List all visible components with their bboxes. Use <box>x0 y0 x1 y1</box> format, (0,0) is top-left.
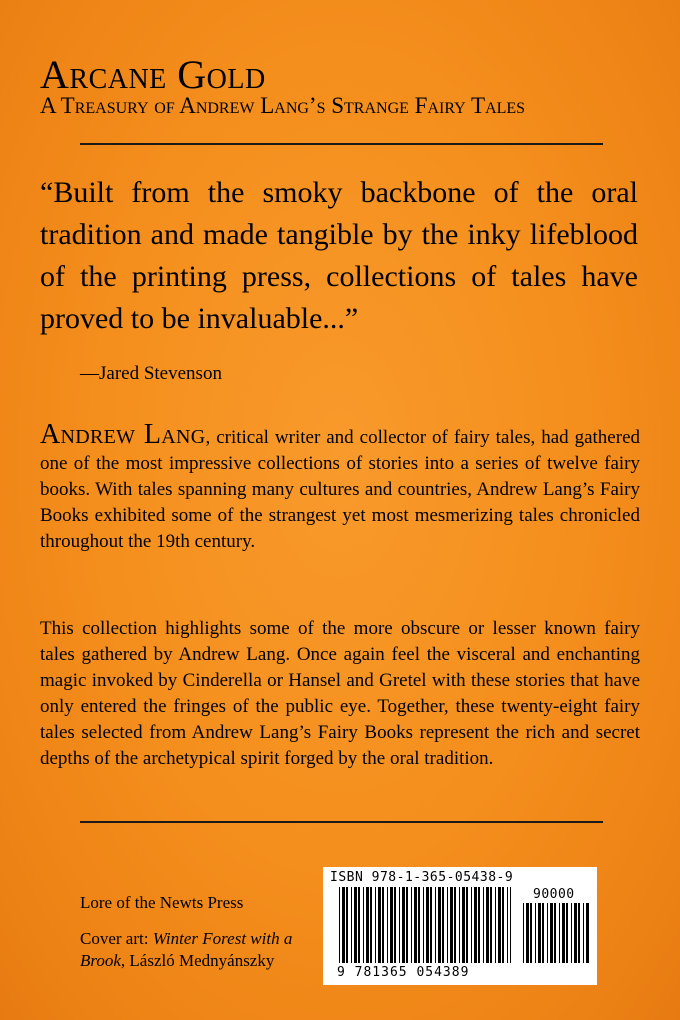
barcode-bar <box>478 887 480 963</box>
barcode-bar <box>411 887 412 963</box>
barcode-bar <box>578 903 580 963</box>
barcode-bar <box>382 887 384 963</box>
barcode-bar <box>351 887 352 963</box>
barcode-bar <box>375 887 376 963</box>
barcode-bar <box>526 903 529 963</box>
book-title: Arcane Gold <box>40 52 266 97</box>
barcode-bar <box>586 903 589 963</box>
barcode-bar <box>370 887 372 963</box>
barcode-bar <box>414 887 417 963</box>
barcode-bar <box>490 887 492 963</box>
barcode-bar <box>471 887 472 963</box>
barcode-bar <box>390 887 393 963</box>
barcode-bar <box>542 903 544 963</box>
barcode-bar <box>571 903 572 963</box>
barcode-bar <box>523 903 524 963</box>
barcode-bar <box>547 903 548 963</box>
barcode-bar <box>486 887 489 963</box>
barcode-bar <box>574 903 577 963</box>
barcode-bar <box>554 903 556 963</box>
barcode-bar <box>430 887 432 963</box>
barcode-bar <box>394 887 396 963</box>
barcode-bar <box>354 887 357 963</box>
barcode-bar <box>566 903 568 963</box>
barcode-bar <box>535 903 536 963</box>
barcode-bar <box>438 887 441 963</box>
cover-art-label: Cover art: <box>80 929 153 948</box>
barcode-bar <box>426 887 429 963</box>
barcode-bar <box>583 903 584 963</box>
barcode-bar <box>358 887 360 963</box>
description-paragraph-1 <box>40 419 641 555</box>
cover-art-title: Winter Forest with a Brook <box>80 929 293 970</box>
barcode-bar <box>447 887 448 963</box>
publisher-name: Lore of the Newts Press <box>80 893 244 912</box>
barcode-bar <box>450 887 453 963</box>
bottom-divider <box>80 821 603 823</box>
barcode-bar <box>454 887 456 963</box>
book-subtitle: A Treasury of Andrew Lang’s Strange Fairy Tales <box>40 93 526 118</box>
barcode-bar <box>495 887 496 963</box>
barcode-bar <box>562 903 565 963</box>
quote-attribution: —Jared Stevenson <box>80 363 222 384</box>
barcode-bar <box>483 887 484 963</box>
isbn-barcode <box>323 867 597 985</box>
price-code: 90000 <box>533 887 575 902</box>
description-paragraph-1-text: , critical writer and collector of fairy tales, had gathered one of the most impressive collections of stories into a series of twelve fairy books. With tales spanning many cultures and countries, Andrew Lang’s Fairy Books exhibited some of the strangest yet most mesmerizing tales chronicled throughout the 19th century. <box>40 427 641 552</box>
pull-quote: “Built from the smoky backbone of the oral tradition and made tangible by the inky lifeblood of the printing press, collections of tales have proved to be invaluable...” <box>40 176 638 335</box>
barcode-bar <box>363 887 364 963</box>
barcode-bar <box>402 887 405 963</box>
barcode-bar <box>538 903 541 963</box>
barcode-bar <box>474 887 477 963</box>
barcode-bar <box>342 887 345 963</box>
cover-art-artist: , László Mednyánszky <box>120 951 275 970</box>
barcode-bar <box>530 903 532 963</box>
barcode-bar <box>387 887 388 963</box>
barcode-bar <box>507 887 508 963</box>
barcode-bar <box>406 887 408 963</box>
barcode-bar <box>466 887 468 963</box>
barcode-bar <box>378 887 381 963</box>
barcode-bar <box>418 887 420 963</box>
barcode-bar <box>510 887 511 963</box>
barcode-bar <box>435 887 436 963</box>
cover-art-credit <box>80 928 320 972</box>
ean-digits: 9 781365 054389 <box>337 965 470 980</box>
barcode-bar <box>459 887 460 963</box>
barcode-bar <box>550 903 553 963</box>
barcode-bar <box>442 887 444 963</box>
barcode-bar <box>399 887 400 963</box>
description-paragraph-2: This collection highlights some of the more obscure or lesser known fairy tales gathered by Andrew Lang. Once again feel the visceral and enchanting magic invoked by Cinderella or Hansel and Gretel with these stories that have only entered the fringes of the public eye. Together, these twenty-eight fairy tales selected from Andrew Lang’s Fairy Books represent the rich and secret depths of the archetypical spirit forged by the oral tradition. <box>40 618 640 769</box>
barcode-bar <box>346 887 348 963</box>
barcode-bar <box>423 887 424 963</box>
author-name: Andrew Lang <box>40 419 206 450</box>
barcode-bar <box>498 887 501 963</box>
top-divider <box>80 143 603 145</box>
barcode-bar <box>339 887 340 963</box>
barcode-bar <box>559 903 560 963</box>
barcode-bar <box>502 887 504 963</box>
barcode-bar <box>462 887 465 963</box>
barcode-bar <box>366 887 369 963</box>
isbn-number: ISBN 978-1-365-05438-9 <box>330 870 514 885</box>
